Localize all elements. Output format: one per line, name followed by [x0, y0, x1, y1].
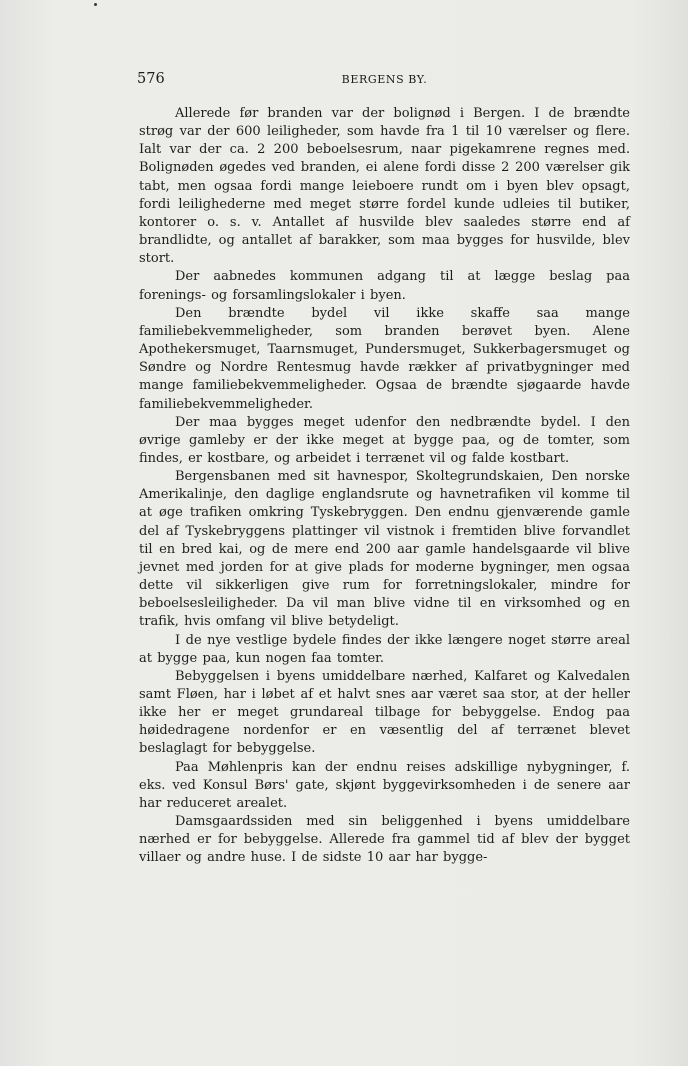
- page-number: 576: [137, 71, 165, 87]
- running-title: BERGENS BY.: [341, 73, 428, 86]
- page-header: [137, 71, 632, 91]
- paragraph: I de nye vestlige bydele findes der ikke længere noget større areal at bygge paa, kun nogen faa tomter.: [139, 632, 630, 666]
- paragraph: Der aabnedes kommunen adgang til at lægge beslag paa forenings- og forsamlingslokaler i byen.: [139, 269, 630, 303]
- paragraph: Bebyggelsen i byens umiddelbare nærhed, Kalfaret og Kalvedalen samt Fløen, har i løbet af et halvt snes aar været saa stor, at der heller ikke her er meget grundareal tilbage for bebyggelse. Endog paa høidedragene nordenfor er en væsentlig del af terrænet blevet beslaglagt for bebyggelse.: [139, 668, 630, 757]
- paragraph: Den brændte bydel vil ikke skaffe saa mange familiebekvemmeligheder, som branden berøvet byen. Alene Apothekersmuget, Taarnsmuget, Pundersmuget, Sukkerbagersmuget og Søndre og Nordre Rentesmug havde rækker af privatbygninger med mange familiebekvemmeligheder. Ogsaa de brændte sjøgaarde havde familiebekvemmeligheder.: [139, 305, 630, 412]
- paragraph: Allerede før branden var der bolignød i Bergen. I de brændte strøg var der 600 leiligheder, som havde fra 1 til 10 værelser og flere. Ialt var der ca. 2 200 beboelsesrum, naar pigekamrene regnes med. Bolignøden øgedes ved branden, ei alene fordi disse 2 200 værelser gik tabt, men ogsaa fordi mange leieboere rundt om i byen blev opsagt, fordi leilighederne med meget større fordel kunde udleies til butiker, kontorer o. s. v. Antallet af husvilde blev saaledes større end af brandlidte, og antallet af barakker, som maa bygges for husvilde, blev stort.: [139, 106, 630, 267]
- body-text: [139, 105, 630, 868]
- paragraph: Der maa bygges meget udenfor den nedbrændte bydel. I den øvrige gamleby er der ikke meget at bygge paa, og de tomter, som findes, er kostbare, og arbeidet i terrænet vil og falde kostbart.: [139, 414, 630, 466]
- scan-speck: [94, 3, 97, 6]
- paragraph: Bergensbanen med sit havnespor, Skoltegrundskaien, Den norske Amerikalinje, den daglige englandsrute og havnetrafiken vil komme til at øge trafiken omkring Tyskebryggen. Den endnu gjenværende gamle del af Tyskebryggens plattinger vil vistnok i fremtiden blive forvandlet til en bred kai, og de mere end 200 aar gamle handelsgaarde vil blive jevnet med jorden for at give plads for moderne bygninger, men ogsaa dette vil sikkerligen give rum for forretningslokaler, mindre for beboelsesleiligheder. Da vil man blive vidne til en virksomhed og en trafik, hvis omfang vil blive betydeligt.: [139, 469, 630, 630]
- paragraph: Damsgaardssiden med sin beliggenhed i byens umiddelbare nærhed er for bebyggelse. Allerede fra gammel tid af blev der bygget villaer og andre huse. I de sidste 10 aar har bygge-: [139, 814, 630, 866]
- paragraph: Paa Møhlenpris kan der endnu reises adskillige nybygninger, f. eks. ved Konsul Børs' gate, skjønt byggevirksomheden i de senere aar har reduceret arealet.: [139, 759, 630, 811]
